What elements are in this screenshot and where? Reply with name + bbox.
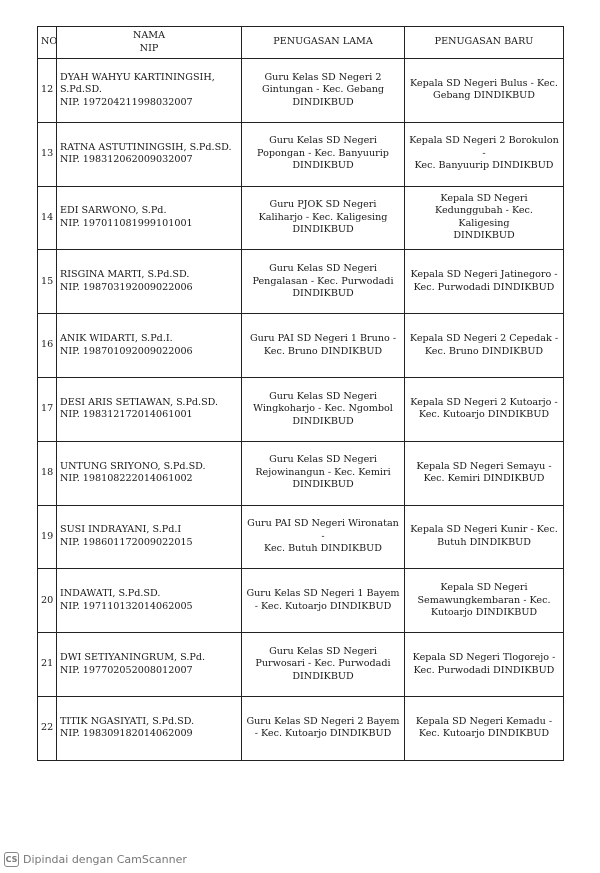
new-assignment-line: Kec. Kutoarjo DINDIKBUD [418,728,550,740]
new-assignment-line: Kepala SD Negeri Semayu - [416,460,552,472]
old-assignment-line: Guru Kelas SD Negeri 1 Bayem [246,588,400,600]
name-cell [57,633,242,697]
table-row [38,633,564,697]
employee-nip: NIP. 198108222014061002 [60,473,193,485]
old-assignment-line: DINDIKBUD [292,479,354,491]
row-number: 21 [38,633,57,697]
old-assignment-cell [242,696,405,760]
new-assignment-cell [405,250,564,314]
old-assignment-line: Purwosari - Kec. Purwodadi [255,658,391,670]
new-assignment-cell [405,377,564,441]
employee-nip: NIP. 197702052008012007 [60,664,193,676]
table-row [38,377,564,441]
employee-nip: NIP. 198312172014061001 [60,409,193,421]
row-number: 18 [38,441,57,505]
employee-name: DWI SETIYANINGRUM, S.Pd. [60,652,206,664]
employee-nip: NIP. 198312062009032007 [60,154,193,166]
employee-name: RISGINA MARTI, S.Pd.SD. [60,269,190,281]
employee-name: S.Pd.SD. [60,84,102,96]
employee-name: INDAWATI, S.Pd.SD. [60,588,161,600]
scanner-watermark [4,850,187,868]
new-assignment-line: Kepala SD Negeri Jatinegoro - [410,269,558,281]
name-cell [57,441,242,505]
employee-name: ANIK WIDARTI, S.Pd.I. [60,333,173,345]
new-assignment-cell [405,59,564,123]
employee-nip: NIP. 198601172009022015 [60,536,193,548]
new-assignment-cell [405,505,564,569]
new-assignment-line: Kedunggubah - Kec. Kaligesing [435,205,533,229]
new-assignment-line: Kepala SD Negeri 2 Kutoarjo - [410,396,558,408]
row-number: 15 [38,250,57,314]
old-assignment-line: Gintungan - Kec. Gebang [261,84,385,96]
new-assignment-line: Kec. Kemiri DINDIKBUD [423,473,545,485]
old-assignment-cell [242,569,405,633]
new-assignment-line: Kutoarjo DINDIKBUD [430,607,538,619]
new-assignment-cell [405,696,564,760]
new-assignment-line: Kec. Purwodadi DINDIKBUD [413,664,555,676]
employee-nip: NIP. 197110132014062005 [60,600,193,612]
old-assignment-line: Guru Kelas SD Negeri [269,390,377,402]
watermark-text: Dipindai dengan CamScanner [23,852,187,866]
name-cell [57,59,242,123]
old-assignment-cell [242,250,405,314]
new-assignment-cell [405,441,564,505]
old-assignment-line: - Kec. Kutoarjo DINDIKBUD [254,728,392,740]
new-assignment-line: Kepala SD Negeri 2 Cepedak - [409,333,559,345]
new-assignment-line: Gebang DINDIKBUD [433,90,535,102]
new-assignment-line: Kec. Bruno DINDIKBUD [424,345,544,357]
old-assignment-line: Guru Kelas SD Negeri 2 Bayem [246,715,400,727]
employee-nip: NIP. 197011081999101001 [60,217,193,229]
table-header-row [38,27,564,59]
old-assignment-line: Guru Kelas SD Negeri [269,645,377,657]
row-number: 14 [38,186,57,250]
old-assignment-line: Guru PAI SD Negeri Wironatan - [247,518,399,542]
table-row [38,59,564,123]
name-cell [57,250,242,314]
table-row [38,569,564,633]
header-nama: NAMA [132,30,166,41]
row-number: 19 [38,505,57,569]
new-assignment-line: Kepala SD Negeri [440,192,528,204]
new-assignment-line: Kepala SD Negeri Tlogorejo - [412,652,556,664]
old-assignment-line: Guru Kelas SD Negeri [269,135,377,147]
row-number: 22 [38,696,57,760]
new-assignment-cell [405,122,564,186]
table-row [38,696,564,760]
new-assignment-line: Kepala SD Negeri Bulus - Kec. [410,77,558,89]
old-assignment-line: Pengalasan - Kec. Purwodadi [252,275,394,287]
new-assignment-line: Semawungkembaran - Kec. [417,594,551,606]
name-cell [57,696,242,760]
row-number: 16 [38,314,57,378]
table-row [38,250,564,314]
name-cell [57,314,242,378]
header-penugasan-lama: PENUGASAN LAMA [242,27,405,59]
header-penugasan-baru: PENUGASAN BARU [405,27,564,59]
new-assignment-line: DINDIKBUD [453,230,515,242]
old-assignment-line: Kec. Butuh DINDIKBUD [264,543,382,555]
employee-nip: NIP. 198703192009022006 [60,281,193,293]
header-nama-nip [57,27,242,59]
old-assignment-line: DINDIKBUD [292,96,354,108]
old-assignment-line: Guru PAI SD Negeri 1 Bruno - [249,333,397,345]
employee-name: RATNA ASTUTININGSIH, S.Pd.SD. [60,141,232,153]
employee-name: SUSI INDRAYANI, S.Pd.I [60,524,182,536]
table-row [38,505,564,569]
table-body [38,59,564,761]
new-assignment-line: Kec. Banyuurip DINDIKBUD [414,160,554,172]
name-cell [57,569,242,633]
old-assignment-line: Guru Kelas SD Negeri 2 [264,71,382,83]
employee-name: DESI ARIS SETIAWAN, S.Pd.SD. [60,396,219,408]
employee-name: TITIK NGASIYATI, S.Pd.SD. [60,715,195,727]
row-number: 12 [38,59,57,123]
old-assignment-line: Rejowinangun - Kec. Kemiri [255,466,391,478]
new-assignment-line: Kec. Kutoarjo DINDIKBUD [418,409,550,421]
old-assignment-line: DINDIKBUD [292,670,354,682]
row-number: 13 [38,122,57,186]
old-assignment-line: DINDIKBUD [292,415,354,427]
new-assignment-cell [405,569,564,633]
old-assignment-line: Kec. Bruno DINDIKBUD [263,345,383,357]
employee-name: UNTUNG SRIYONO, S.Pd.SD. [60,460,206,472]
new-assignment-line: Kepala SD Negeri [440,582,528,594]
table-row [38,441,564,505]
employee-name: EDI SARWONO, S.Pd. [60,205,167,217]
new-assignment-cell [405,186,564,250]
old-assignment-line: - Kec. Kutoarjo DINDIKBUD [254,600,392,612]
old-assignment-line: DINDIKBUD [292,224,354,236]
old-assignment-line: DINDIKBUD [292,160,354,172]
table-row [38,314,564,378]
header-no: NO [38,27,57,59]
new-assignment-cell [405,314,564,378]
name-cell [57,505,242,569]
old-assignment-line: DINDIKBUD [292,288,354,300]
employee-nip: NIP. 198701092009022006 [60,345,193,357]
old-assignment-line: Popongan - Kec. Banyuurip [257,147,389,159]
table-row [38,186,564,250]
old-assignment-cell [242,59,405,123]
old-assignment-line: Guru PJOK SD Negeri [269,199,377,211]
employee-nip: NIP. 198309182014062009 [60,728,193,740]
name-cell [57,186,242,250]
employee-nip: NIP. 197204211998032007 [60,96,193,108]
name-cell [57,377,242,441]
old-assignment-line: Guru Kelas SD Negeri [269,263,377,275]
old-assignment-cell [242,186,405,250]
employee-name: DYAH WAHYU KARTININGSIH, [60,71,215,83]
row-number: 20 [38,569,57,633]
new-assignment-line: Butuh DINDIKBUD [437,536,531,548]
old-assignment-line: Wingkoharjo - Kec. Ngombol [253,403,393,415]
old-assignment-cell [242,377,405,441]
new-assignment-line: Kepala SD Negeri 2 Borokulon - [409,135,559,159]
assignment-table [37,26,564,761]
header-nip: NIP [139,42,159,54]
camscanner-logo-icon: CS [4,852,19,867]
old-assignment-cell [242,122,405,186]
table-row [38,122,564,186]
old-assignment-cell [242,314,405,378]
new-assignment-cell [405,633,564,697]
new-assignment-line: Kepala SD Negeri Kemadu - [415,715,553,727]
row-number: 17 [38,377,57,441]
old-assignment-line: Kaliharjo - Kec. Kaligesing [258,211,388,223]
new-assignment-line: Kepala SD Negeri Kunir - Kec. [410,524,558,536]
old-assignment-cell [242,633,405,697]
old-assignment-cell [242,441,405,505]
name-cell [57,122,242,186]
old-assignment-cell [242,505,405,569]
old-assignment-line: Guru Kelas SD Negeri [269,454,377,466]
new-assignment-line: Kec. Purwodadi DINDIKBUD [413,281,555,293]
